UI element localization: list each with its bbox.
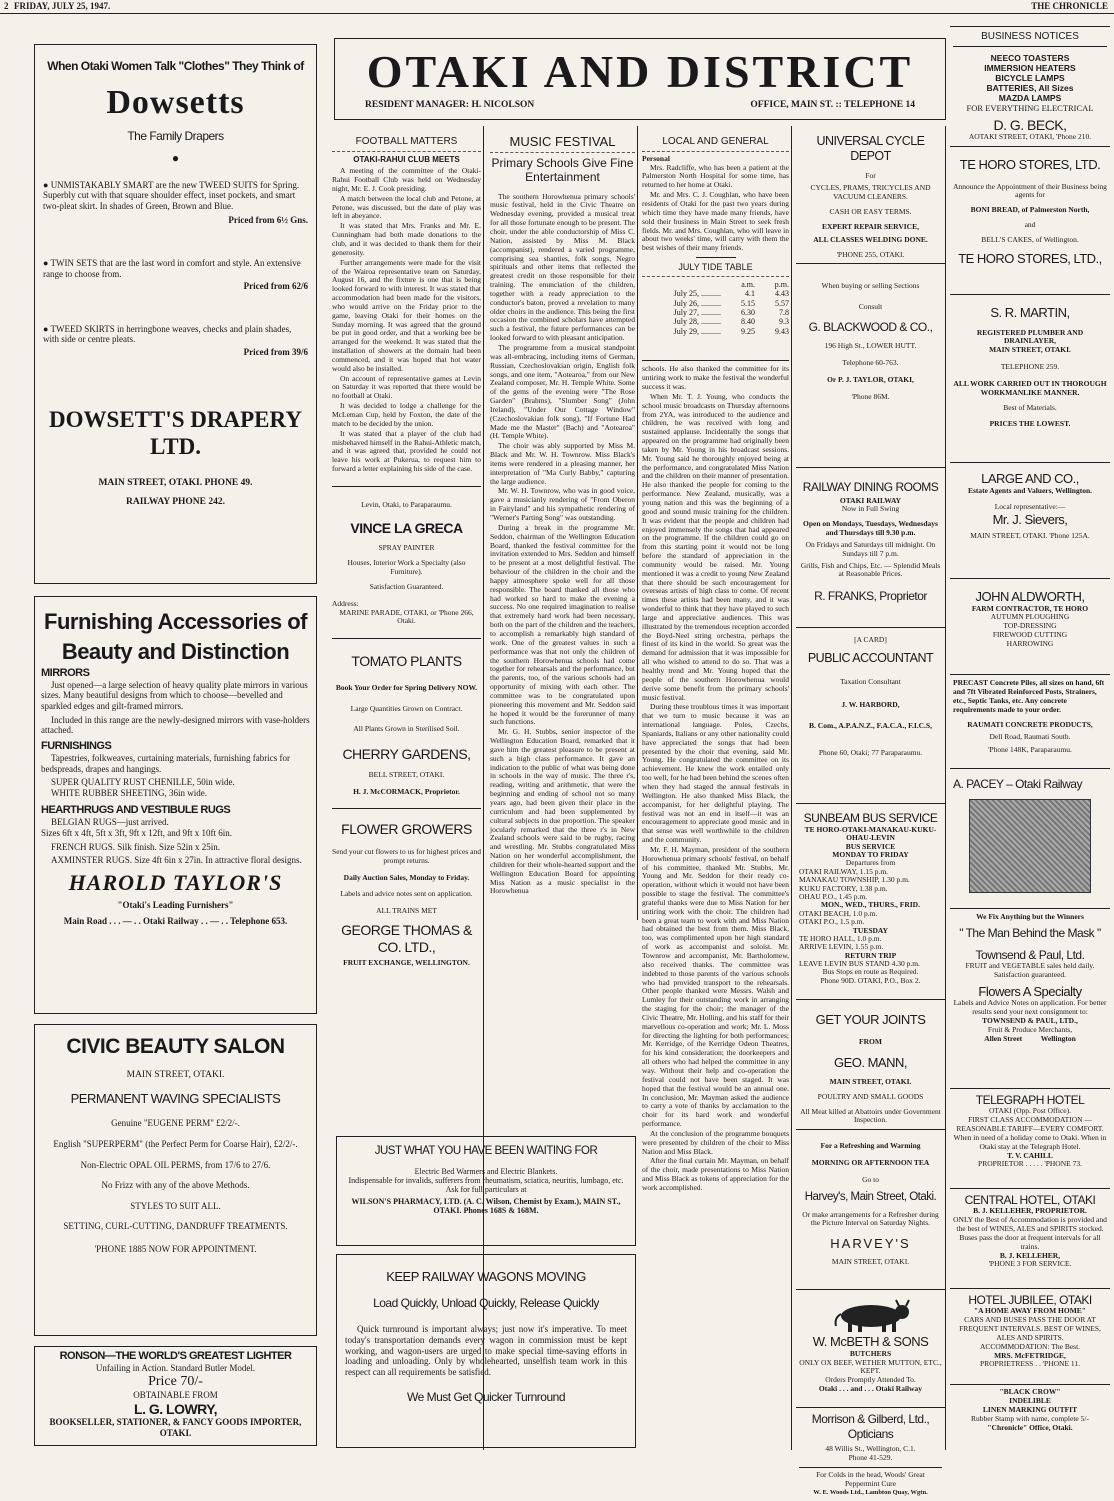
vince-name: VINCE LA GRECA: [350, 519, 463, 536]
telegraph-line-2: FIRST CLASS ACCOMMODATION —REASONABLE TARIFF—EVERY COMFORT.: [956, 1115, 1104, 1134]
sunbeam-line-11: OTAKI P.O., 1.5 p.m.: [799, 917, 865, 927]
morrison-line-3: For Colds in the head, Woods' Great Peppermint Cure: [816, 1470, 925, 1489]
blackwood-line-6: 'Phone 86M.: [851, 391, 890, 401]
harveys-line-2: MORNING OR AFTERNOON TEA: [811, 1158, 930, 1168]
ronson-sub: Unfailing in Action. Standard Butler Model.: [95, 1362, 256, 1373]
beck-name: D. G. BECK,: [993, 116, 1067, 133]
football-body: A meeting of the committee of the Otaki-Rahui Football Club was held on Wednesday night, Mr. E. J. Cook presiding. A match between the local club and Petone, at Petone, was discussed, but the date of play was left in abeyance. It was stated that Mrs. Franks and Mr. E. Cunningham had both made donations to the club, and it was decided to thank them for their generosity. Further arrangements were made for the visit of the Wairoa representative team on Saturday, August 16, and the fixture is one that is being looked forward to with interest. It was stated that accommodation had been made for the visitors, who would arrive on the Friday prior to the game, leaving Otaki for their homes on the Sunday morning. It was agreed that the ground be put in good order, and that a working bee be arranged for the weekend. It was stated that the installation of showers at the domain had been commenced, and it was hoped that hot water would also be installed. On account of representative games at Levin on Saturday it was reported that there would be no football at Otaki. It was decided to lodge a challenge for the McLeman Cup, held by Foxton, the date of the match to be decided by the union. It was stated that a player of the club had misbehaved himself in the Rahui-Athletic match, and it was agreed that, provided he could not leave his work at Pukerua, to request him to forward a letter explaining his side of the case.: [332, 166, 481, 474]
wilson-line-4: WILSON'S PHARMACY, LTD. (A. C. Wilson, Chemist by Exam.), MAIN ST., OTAKI. Phones 168S & 168M.: [351, 1196, 621, 1216]
flower-sub: FRUIT EXCHANGE, WELLINGTON.: [343, 958, 470, 968]
harveys-ad: [796, 1130, 945, 1290]
martin-line-3: TELEPHONE 259.: [1000, 362, 1060, 372]
telegraph-line-4: T. V. CAHILL: [1007, 1150, 1053, 1160]
crow-line-1: "BLACK CROW": [999, 1387, 1061, 1397]
dowsetts-intro: When Otaki Women Talk "Clothes" They Think of: [47, 59, 304, 73]
crow-line-5: "Chronicle" Office, Otaki.: [987, 1422, 1073, 1432]
railway-sub: Load Quickly, Unload Quickly, Release Quickly: [373, 1296, 599, 1311]
sunbeam-line-1: TE HORO-OTAKI-MANAKAU-KUKU-OHAU-LEVIN: [804, 824, 937, 843]
sunbeam-line-2: BUS SERVICE: [845, 841, 896, 851]
harveys-line-4: Or make arrangements for a Refresher during the Picture Interval on Saturday Nights.: [802, 1209, 939, 1228]
dowsetts-price-1: Priced from 6½ Gns.: [228, 215, 308, 226]
concrete-text: PRECAST Concrete Piles, all sizes on hand, 6ft and 7ft Vibrated Reinforced Posts, Strainers, etc., Septic Tanks, etc. Any concrete requirements made to your order.: [953, 678, 1105, 714]
martin-line-2: MAIN STREET, OTAKI.: [989, 345, 1071, 355]
masthead-office: OFFICE, MAIN ST. :: TELEPHONE 14: [750, 99, 915, 110]
taylor-title-2: Beauty and Distinction: [61, 638, 290, 664]
railway-foot: We Must Get Quicker Turnround: [406, 1389, 565, 1404]
townsend-quote: " The Man Behind the Mask ": [959, 926, 1101, 941]
accountant-line-1: Taxation Consultant: [840, 677, 901, 686]
blackwood-line-4: Telephone 60-763.: [842, 358, 899, 368]
central-ad: [950, 1189, 1110, 1289]
tehoro-line-3: and: [1024, 220, 1036, 230]
central-line-1: B. J. KELLEHER, PROPRIETOR.: [973, 1206, 1087, 1216]
harveys-line-1: For a Refreshing and Warming: [820, 1141, 921, 1151]
sunbeam-line-9: MON., WED., THURS., FRID.: [821, 900, 920, 910]
sunbeam-line-7: KUKU FACTORY, 1.38 p.m.: [799, 883, 888, 893]
aldworth-line-3: TOP-DRESSING: [1003, 621, 1057, 631]
dining-line-4: On Fridays and Saturdays till midnight. On Sundays till 7 p.m.: [805, 539, 936, 558]
business-line-3: BICYCLE LAMPS: [995, 72, 1065, 83]
flower-name: GEORGE THOMAS & CO. LTD.,: [341, 922, 472, 955]
mann-heading: GET YOUR JOINTS: [815, 1012, 926, 1028]
dowsetts-ad: [34, 44, 317, 584]
bullet-dot: ●: [171, 151, 180, 166]
page-number: 2: [4, 1, 9, 11]
rugs-2: Sizes 6ft x 4ft, 5ft x 3ft, 9ft x 12ft, and 9ft x 10ft 6in.: [41, 827, 232, 838]
sunbeam-heading: SUNBEAM BUS SERVICE: [803, 811, 938, 826]
dining-line-3: Open on Mondays, Tuesdays, Wednesdays and Thursdays till 9.30 p.m.: [803, 519, 938, 538]
jubilee-ad: [950, 1289, 1110, 1385]
table-row: July 26, .......... 5.15 5.57: [673, 298, 789, 308]
aldworth-ad: [950, 579, 1110, 675]
local-sub: Personal: [642, 153, 670, 163]
harveys-line-5: MAIN STREET, OTAKI.: [831, 1256, 910, 1266]
dining-heading: RAILWAY DINING ROOMS: [802, 480, 939, 495]
central-line-2: ONLY the Best of Accommodation is provided and the best of WINES, ALES and SPIRITS stocked.: [953, 1215, 1107, 1234]
accountant-heading: PUBLIC ACCOUNTANT: [807, 651, 934, 666]
wilson-line-3: Ask for full particulars at: [445, 1185, 527, 1195]
page-header: [0, 0, 1114, 14]
music-body: The southern Horowhenua primary schools' music festival, held in the Civic Theatre on Wednesday evening, provided a musical treat for all those fortunate enough to be present. The choir, under the able conductorship of Miss C. Nation, assisted by Miss M. Black (accompanist), rendered a varied programme, comprising sea shanties, folk songs, Negro spirituals and other items that reflected the greatest credit on those responsible for their training. The enunciation of the children, together with a ready appreciation to the conductor's baton, proved a revelation to many older choirs in the audience. This being the first occasion the combined scholars have attempted such a festival, the future performances can be looked forward to with pleasant anticipation. The programme from a musical standpoint was all-embracing, including items of German, Russian, Czechoslovakian origin, English folk songs, and one item, "Aotearoa," from our New Zealand composer, Mr. H. Temple White. Some of the gems of the evening were "The Rose Garden" (Brahms), "Slumber Song" (John Ireland), "Under Our Cottage Window" (Czechoslovakian folk song), "If Fortune Had Made me the Master" (Bach) and "Aotearoa" (H. Temple White). The choir was ably supported by Miss M. Black and Mr. W. H. Townrow. Miss Black's items were rendered in a pleasing manner, her interpretation of "Ma Curly Babby," capturing the large audience. Mr. W. H. Townrow, who was in good voice, gave a musicianly rendering of "From Oberon in Fairyland" and his sympathetic rendering of "Werner's Parting Song" was outstanding. During a break in the programme Mr. Seddon, chairman of the Wellington Education Board, thanked the festival committee for the invitation extended to Mrs. Seddon and himself to be present at a most delightful festival. The behaviour of the children in the choir and the happy atmosphere spoke well for all those responsible. The board thanked all those who had worked so hard to make the evening a success. No one required imagination to realise that extremely hard work had been necessary, both on the part of the children and the teachers, to accomplish a remarkably high standard of work. One of the greatest values in such a performance was that not only the children of the southern Horowhenua schools had come together for rehearsals and the performance, but the parents, too, of the various schools had an opportunity of mixing with each other. The committee was to be congratulated upon pioneering this movement and Mr. Seddon said he hoped it would be the forerunner of many such functions. Mr. G. H. Stubbs, senior inspector of the Wellington Education Board, remarked that it gave him the greatest pleasure to be present at such a high class performance. It gave an indication to the public of what was being done in schools in the way of music. The three r's, reading, writing and arithmetic, that were the beginning and ending of school not so many years ago, had been given their place in the curriculum and had been supplemented by cultural subjects in due proportion. The speaker jocularly remarked that the three r's in New Zealand schools were said to be rugby, racing and wrestling. Mr. Stubbs congratulated Miss Nation on her wonderful accomplishment, the children for their whole-hearted support and the Wellington Education Board for appointing Miss Nation as a music specialist in the Horowhenua: [490, 191, 635, 896]
sunbeam-line-4: Departures from: [845, 858, 896, 868]
blackwood-ad: [796, 264, 945, 468]
col-local: [642, 126, 792, 1450]
ronson-price: Price 70/-: [148, 1373, 203, 1389]
cycle-line-3: CASH OR EASY TERMS.: [829, 207, 912, 217]
civic-line-3: Non-Electric OPAL OIL PERMS, from 17/6 to 27/6.: [80, 1159, 271, 1170]
football-sub: OTAKI-RAHUI CLUB MEETS: [353, 154, 460, 164]
jubilee-heading: HOTEL JUBILEE, OTAKI: [968, 1293, 1092, 1308]
crow-line-4: Rubber Stamp with name, complete 5/-: [971, 1413, 1089, 1423]
business-ad: [950, 26, 1110, 147]
cycle-line-5: ALL CLASSES WELDING DONE.: [813, 234, 928, 244]
dowsetts-item-3: ● TWEED SKIRTS in herringbone weaves, checks and plain shades, with side or centre pleats.: [43, 323, 292, 345]
sunbeam-line-18: Phone 90D. OTAKI, P.O., Box 2.: [820, 975, 921, 985]
table-row: July 25, .......... 4.1 4.43: [673, 289, 789, 299]
morrison-sub: Opticians: [847, 1426, 894, 1441]
mcbeth-line-2: ONLY OX BEEF, WETHER MUTTON, ETC., KEPT.: [799, 1357, 942, 1376]
large-rep: Mr. J. Sievers,: [992, 512, 1068, 528]
table-row: July 29, .......... 9.25 9.43: [673, 326, 789, 336]
furnishings-text-2: SUPER QUALITY RUST CHENILLE, 50in wide.: [51, 777, 235, 788]
sunbeam-line-6: MANAKAU TOWNSHIP, 1.30 p.m.: [799, 875, 910, 885]
sunbeam-line-16: LEAVE LEVIN BUS STAND 4.30 p.m.: [799, 959, 920, 969]
mirrors-text: Just opened—a large selection of heavy quality plate mirrors in various sizes. Many beautiful designs from which to choose—bevelled and sparkled edges and gilt-framed mirrors.: [41, 679, 308, 712]
mann-name: GEO. MANN,: [833, 1054, 907, 1070]
telegraph-line-1: OTAKI (Opp. Post Office).: [989, 1106, 1071, 1116]
accountant-line-2: B. Com., A.P.A.N.Z., F.A.C.A., F.I.C.S,: [809, 720, 932, 730]
tehoro-line-2: BONI BREAD, of Palmerston North,: [970, 205, 1090, 215]
martin-line-4: ALL WORK CARRIED OUT IN THOROUGH WORKMANLIKE MANNER.: [953, 378, 1107, 397]
telegraph-line-3: When in need of a holiday come to Otaki. When in Otaki stay at the Telegraph Hotel.: [953, 1132, 1107, 1151]
central-line-4: B. J. KELLEHER,: [999, 1250, 1061, 1260]
sunbeam-line-8: OHAU P.O., 1.45 p.m.: [799, 891, 868, 901]
col-business: [950, 26, 1110, 1450]
bullet-icon: ●: [43, 323, 51, 334]
mcbeth-line-1: BUTCHERS: [849, 1348, 892, 1358]
morrison-line-1: 48 Willis St., Wellington, C.1.: [825, 1443, 916, 1453]
flower-line-2: Daily Auction Sales, Monday to Friday.: [343, 872, 470, 882]
wilson-line-2: Indispensable for invalids, sufferers from rheumatism, sciatica, neuritis, lumbago, etc.: [348, 1176, 624, 1185]
business-heading: BUSINESS NOTICES: [981, 31, 1079, 42]
jubilee-line-2: CARS AND BUSES PASS THE DOOR AT FREQUENT INTERVALS. BEST OF WINES, ALES AND SPIRITS.: [959, 1315, 1101, 1342]
large-ad: [950, 463, 1110, 579]
mann-line-1: MAIN STREET, OTAKI.: [829, 1076, 912, 1086]
jubilee-line-1: "A HOME AWAY FROM HOME": [974, 1306, 1086, 1316]
townsend-heading-2: Flowers A Specialty: [978, 984, 1082, 1000]
masthead-title: OTAKI AND DISTRICT: [366, 46, 914, 97]
railway-ad: [336, 1254, 636, 1448]
railway-text: Quick turnround is important always; just now it's imperative. To meet today's transportation demands every wagon in commission must be kept working, and wagon-users are urged to make special time-saving efforts in loading and unloading. Only by wholehearted, unselfish team work in this respect can all requirements be satisfied.: [345, 1324, 627, 1377]
townsend-ad: [950, 909, 1110, 1089]
civic-title: CIVIC BEAUTY SALON: [66, 1035, 285, 1058]
taylor-slogan: "Otaki's Leading Furnishers": [117, 899, 234, 910]
flower-line-4: ALL TRAINS MET: [376, 906, 437, 916]
cycle-line-6: 'PHONE 255, OTAKI.: [836, 249, 905, 259]
vince-line-2: Satisfaction Guaranteed.: [369, 581, 444, 591]
dining-ad: [796, 468, 945, 628]
flower-line-3: Labels and advice notes sent on application.: [340, 889, 473, 899]
morrison-ad: [796, 1408, 945, 1500]
furnishings-text: Tapestries, folkweaves, curtaining materials, furnishing fabrics for bedspreads, drapes and hangings.: [41, 752, 291, 774]
concrete-line-1: Dell Road, Raumati South.: [989, 732, 1071, 742]
sunbeam-line-10: OTAKI BEACH, 1.0 p.m.: [799, 908, 878, 918]
large-line-3: MAIN STREET, OTAKI. 'Phone 125A.: [970, 530, 1090, 540]
blackwood-line-3: 196 High St., LOWER HUTT.: [824, 341, 917, 351]
taylor-address: Main Road . . . — . . Otaki Railway . . — . . Telephone 653.: [63, 916, 288, 927]
central-heading: CENTRAL HOTEL, OTAKI: [964, 1193, 1096, 1208]
mcbeth-line-3: Orders Promptly Attended To.: [825, 1375, 916, 1385]
tehoro-heading: TE HORO STORES, LTD.: [959, 157, 1101, 173]
central-line-3: Buses pass the door at frequent intervals for all trains.: [959, 1232, 1101, 1251]
large-line-1: Estate Agents and Valuers, Wellington.: [967, 485, 1093, 495]
dowsetts-item-1: ● UNMISTAKABLY SMART are the new TWEED SUITS for Spring. Superbly cut with that square shoulder effect, inset pockets, and smart two-pleat skirt. In shades of Green, Brown and Blue.: [43, 179, 300, 211]
dowsetts-company: DOWSETT'S DRAPERY LTD.: [49, 406, 302, 459]
crow-line-2: INDELIBLE: [1009, 1396, 1051, 1406]
tomato-name: CHERRY GARDENS,: [342, 746, 471, 763]
civic-line-2: English "SUPERPERM" (the Perfect Perm for Coarse Hair), £2/2/-.: [53, 1138, 298, 1149]
pacey-heading: A. PACEY – Otaki Railway: [953, 777, 1082, 792]
business-line-1: NEECO TOASTERS: [990, 52, 1070, 63]
accountant-name: J. W. HARBORD,: [841, 699, 900, 709]
business-line-2: IMMERSION HEATERS: [984, 62, 1076, 73]
business-line-5: MAZDA LAMPS: [998, 92, 1062, 103]
vince-route: Levin, Otaki, to Paraparaumu.: [361, 499, 452, 509]
table-row: July 28, .......... 8.40 9.3: [673, 317, 789, 327]
tomato-prop: H. J. McCORMACK, Proprietor.: [353, 786, 460, 796]
mann-ad: [796, 1000, 945, 1130]
telegraph-heading: TELEGRAPH HOTEL: [975, 1093, 1085, 1108]
dowsetts-address: MAIN STREET, OTAKI. PHONE 49.: [98, 477, 253, 488]
bullet-icon: ●: [43, 258, 51, 269]
townsend-name: Townsend & Paul, Ltd.: [975, 948, 1085, 963]
concrete-ad: [950, 675, 1110, 769]
taylor-company: HAROLD TAYLOR'S: [68, 869, 283, 895]
accountant-line-3: Phone 60, Otaki; 77 Paraparaumu.: [818, 747, 923, 757]
jubilee-line-4: MRS. McFETRIDGE,: [994, 1350, 1066, 1360]
crow-ad: [950, 1385, 1110, 1435]
local-body-1: Mrs. Radcliffe, who has been a patient at the Palmerston North Hospital for some time, has returned to her home at Otaki. Mr. and Mrs. C. J. Coughlan, who have been residents of Otaki for the past two years during which time they have made many friends, have sold their business in Main Street to seek fresh fields. Mr. and Mrs. Coughlan, who will leave in about two weeks' time, will carry with them the best wishes of their many friends.: [642, 162, 789, 253]
vince-line-3: Address:: [332, 598, 359, 608]
blackwood-line-1: When buying or selling Sections: [821, 281, 920, 291]
tomato-line-1: Book Your Order for Spring Delivery NOW.: [335, 682, 478, 692]
furnishings-text-3: WHITE RUBBER SHEETING, 36in wide.: [51, 787, 207, 798]
rugs-heading: HEARTHRUGS AND VESTIBULE RUGS: [41, 804, 231, 817]
tide-header-row: a.m. p.m.: [741, 279, 789, 289]
tomato-line-2: Large Quantities Grown on Contract.: [350, 703, 463, 713]
ronson-desc: BOOKSELLER, STATIONER, & FANCY GOODS IMPORTER, OTAKI.: [49, 1417, 302, 1438]
sunbeam-line-13: TE HORO HALL, 1.0 p.m.: [799, 933, 882, 943]
rugs-3: FRENCH RUGS. Silk finish. Size 52in x 25in.: [51, 841, 221, 852]
civic-line-4: No Frizz with any of the above Methods.: [101, 1180, 250, 1191]
dining-line-5: Grills, Fish and Chips, Etc. — Splendid Meals at Reasonable Prices.: [800, 560, 941, 579]
civic-line-7: 'PHONE 1885 NOW FOR APPOINTMENT.: [94, 1243, 257, 1254]
dowsetts-name: Dowsetts: [106, 84, 245, 122]
harveys-line-3: Go to: [862, 1175, 879, 1185]
aldworth-line-1: FARM CONTRACTOR, TE HORO: [971, 603, 1089, 613]
local-body-2: schools. He also thanked the committee for its untiring work to make the festival the wonderful success it was. When Mr. T. J. Young, who conducts the school music broadcasts on Thursday afternoons from 2YA, was introduced to the audience and children, he was received with long and sustained applause. Incidentally the songs that appeared on the programme had originally been taken by Mr. Young in his broadcast sessions. Mr. Young said he thoroughly enjoyed being at the performance, and congratulated Miss Nation and the children on their manner of presentation. He also thanked the people for coming to the performance. New Zealand, musically, was a young nation and this was the beginning of a good and sound music training for the children. It was evident that the people and children had enjoyed immensely the songs that had appeared on the programme. If the children could go on from this starting point it would not be long before the standard of appreciation in the community would be raised. Mr. Young mentioned it was a credit to young New Zealand that there should be such encouragement for overseas artists of high class to come. Of recent times these artists had been many, and it was wonderful to think that they have played to such large and appreciative audiences. This was illustrated by the tremendous reception accorded the Boyd-Neel string orchestra, perhaps the finest of its kind in the world. So great was the demand for admission that it was impossible for all who wished to attend to do so. That was a healthy trend and Mr. Young hoped that the people of the southern Horowhenua would derive some benefit from the primary schools' music festival. During these troublous times it was important that we turn to music because it was an international language. Poles, Czechs, Spaniards, Italians or any other nationality could have appreciated the songs that had been presented by the choir that evening, said Mr. Young. He congratulated the committee on its achievement. He knew the work entailed only too well, for he had been behind the scenes often when they had staged the annual festivals in Wellington. He also thanked Miss Black, the accompanist, for her delightful playing. The festival was not an end in itself—it was an encouragement to appreciate good music and in that sense was well worthwhile to the children and the community. Mr. F. H. Mayman, president of the southern Horowhenua primary schools' festival, on behalf of his committee, thanked Mr. Stubbs, Mr. Young and Mr. Seddon for their ready co-operation, without which it would not have been possible to stage the festival. The committee's grateful thanks were due to Miss Nation for her untiring work with the choir. The children had been a great team to work with and Miss Nation had obtained the best from them. Miss Black, too, was complimented upon her high standard of work as accompanist and soloist. Mr. Townrow and accompanist, Mr. Bartholomew, also received thanks. The committee was indebted to those parents of the various schools who had provided transport to the rehearsals. Other people thanked were Messrs. Walsh and Lumley for their outstanding work in arranging the staging for the choir; the manager of the Civic Theatre, Mr. Holling, and his staff for their marvellous co-operation and work; Mr. L. Moss for directing the lighting for both performances; Mr. Kerridge, of the Kerridge Odeon Theatres, for his kind consideration; the doorkeepers and all others who had helped the committee in any way. Without their help and co-operation the festival could not have been staged. It was hoped that the festival would be an annual one. In conclusion, Mr. Mayman asked the audience to carry a vote of thanks by acclamation to the choir for its hard work and wonderful performance. At the conclusion of the programme bouquets were presented by children of the choir to Miss Nation and Miss Black. After the final curtain Mr. Mayman, on behalf of the choir, made presentations to Miss Nation and Miss Black as tokens of appreciation for the work accomplished.: [642, 364, 789, 1192]
dowsetts-item-2: ● TWIN SETS that are the last word in comfort and style. An extensive range to choose from.: [43, 258, 301, 279]
central-line-5: 'PHONE 3 FOR SERVICE.: [988, 1259, 1072, 1269]
bullet-icon: ●: [43, 179, 51, 190]
music-heading: MUSIC FESTIVAL: [509, 134, 616, 149]
wilson-line-1: Electric Bed Warmers and Electric Blankets.: [414, 1166, 558, 1176]
masthead: [334, 38, 946, 120]
aldworth-line-2: AUTUMN PLOUGHING: [990, 612, 1070, 622]
sunbeam-line-12: TUESDAY: [852, 925, 889, 935]
flower-heading: FLOWER GROWERS: [341, 821, 472, 838]
townsend-line-1: We Fix Anything but the Winners: [976, 912, 1084, 922]
cycle-line-1: For: [865, 170, 876, 180]
concrete-name: RAUMATI CONCRETE PRODUCTS,: [967, 719, 1093, 729]
ronson-seller: L. G. LOWRY,: [134, 1400, 217, 1417]
dining-prop: R. FRANKS, Proprietor: [814, 589, 927, 604]
concrete-line-2: 'Phone 148K, Paraparaumu.: [988, 745, 1072, 755]
civic-spec: PERMANENT WAVING SPECIALISTS: [70, 1090, 281, 1106]
taylor-title-1: Furnishing Accessories of: [44, 609, 307, 634]
blackwood-name: G. BLACKWOOD & CO.,: [808, 320, 933, 335]
martin-line-6: PRICES THE LOWEST.: [989, 419, 1071, 429]
martin-line-1: REGISTERED PLUMBER AND DRAINLAYER,: [976, 327, 1084, 346]
tehoro-ad: [950, 147, 1110, 295]
dining-line-2: Now in Full Swing: [841, 504, 900, 514]
blackwood-line-2: Consult: [858, 302, 883, 312]
townsend-line-3: Labels and Advice Notes on application. For better results send your next consignment to:: [953, 998, 1107, 1017]
mann-line-3: All Meat killed at Abattoirs under Government Inspection.: [800, 1106, 941, 1125]
sunbeam-line-14: ARRIVE LEVIN, 1.55 p.m.: [799, 942, 884, 952]
football-heading: FOOTBALL MATTERS: [355, 136, 458, 147]
sunbeam-line-17: Bus Stops en route as Required.: [822, 967, 919, 977]
business-line-6: FOR EVERYTHING ELECTRICAL: [966, 102, 1094, 113]
aldworth-line-5: HARROWING: [1006, 638, 1054, 648]
mann-from: FROM: [859, 1036, 882, 1046]
harveys-name-2: HARVEY'S: [830, 1236, 911, 1252]
railway-heading: KEEP RAILWAY WAGONS MOVING: [386, 1269, 586, 1284]
civic-address: MAIN STREET, OTAKI.: [126, 1069, 225, 1080]
business-line-4: BATTERIES, All Sizes: [986, 82, 1074, 93]
accountant-card: [A CARD]: [854, 635, 887, 645]
morrison-line-4: W. E. Woods Ltd., Lambton Quay, Wgtn.: [813, 1489, 928, 1497]
martin-name: S. R. MARTIN,: [990, 305, 1070, 321]
vince-trade: SPRAY PAINTER: [378, 543, 435, 553]
mcbeth-ad: [796, 1290, 945, 1408]
martin-ad: [950, 295, 1110, 463]
townsend-line-4: TOWNSEND & PAUL, LTD.,: [982, 1016, 1078, 1026]
ronson-obtainable: OBTAINABLE FROM: [133, 1390, 218, 1401]
vince-line-4: MARINE PARADE, OTAKI, or 'Phone 266, Otaki.: [339, 607, 474, 626]
tehoro-heading-2: TE HORO STORES, LTD.,: [958, 250, 1102, 266]
tomato-line-3: All Plants Grown in Sterilised Soil.: [353, 724, 460, 734]
ronson-ad: [34, 1346, 317, 1446]
ronson-title: RONSON—THE WORLD'S GREATEST LIGHTER: [59, 1350, 292, 1362]
tomato-heading: TOMATO PLANTS: [351, 653, 462, 670]
harveys-name: Harvey's, Main Street, Otaki.: [804, 1190, 937, 1203]
accountant-ad: [796, 628, 945, 804]
cycle-heading: UNIVERSAL CYCLE DEPOT: [816, 134, 925, 163]
furnishings-heading: FURNISHINGS: [41, 739, 112, 752]
sunbeam-ad: [796, 804, 945, 1000]
local-heading: LOCAL AND GENERAL: [662, 136, 769, 147]
wilson-ad: [336, 1136, 636, 1246]
civic-line-5: STYLES TO SUIT ALL.: [130, 1200, 221, 1211]
townsend-line-5: Fruit & Produce Merchants,: [987, 1024, 1073, 1034]
crow-line-3: LINEN MARKING OUTFIT: [982, 1404, 1078, 1414]
mcbeth-name: W. McBETH & SONS: [812, 1334, 929, 1350]
tomato-addr: BELL STREET, OTAKI.: [368, 769, 445, 779]
civic-line-6: SETTING, CURL-CUTTING, DANDRUFF TREATMENTS.: [63, 1221, 288, 1232]
col-music: [490, 126, 638, 920]
cycle-ad: [796, 126, 945, 264]
morrison-line-2: Phone 41-529.: [848, 1452, 893, 1462]
civic-line-1: Genuine "EUGENE PERM" £2/2/-.: [111, 1118, 240, 1129]
morrison-name: Morrison & Gilberd, Ltd.,: [811, 1412, 930, 1427]
table-row: July 27, .......... 6.30 7.8: [673, 308, 789, 317]
large-line-2: Local representative:—: [994, 502, 1066, 512]
dowsetts-phone: RAILWAY PHONE 242.: [126, 497, 225, 508]
dowsetts-sub: The Family Drapers: [127, 129, 224, 144]
tide-heading: JULY TIDE TABLE: [678, 262, 753, 273]
dowsetts-price-3: Priced from 39/6: [243, 347, 308, 358]
rugs-1: BELGIAN RUGS—just arrived.: [51, 817, 169, 828]
civic-salon-ad: [34, 1024, 317, 1336]
cycle-line-4: EXPERT REPAIR SERVICE,: [822, 221, 919, 231]
issue-date: FRIDAY, JULY 25, 1947.: [14, 1, 111, 11]
mann-line-2: POULTRY AND SMALL GOODS: [817, 1091, 924, 1101]
telegraph-ad: [950, 1089, 1110, 1189]
cycle-line-2: CYCLES, PRAMS, TRICYCLES AND VACUUM CLEANERS.: [810, 183, 931, 202]
masthead-manager: RESIDENT MANAGER: H. NICOLSON: [365, 99, 535, 110]
mcbeth-line-4: Otaki . . . and . . . Otaki Railway: [818, 1384, 923, 1394]
music-sub: Primary Schools Give Fine Entertainment: [491, 156, 634, 185]
martin-line-5: Best of Materials.: [1003, 402, 1057, 412]
mirrors-heading: MIRRORS: [41, 666, 90, 679]
tehoro-line-4: BELL'S CAKES, of Wellington.: [981, 234, 1079, 244]
aldworth-line-4: FIREWOOD CUTTING: [992, 630, 1068, 640]
sunbeam-line-15: RETURN TRIP: [844, 950, 897, 960]
vince-line-1: Houses, Interior Work a Specialty (also Furniture).: [347, 558, 466, 576]
townsend-line-2: FRUIT and VEGETABLE sales held daily. Satisfaction guaranteed.: [965, 961, 1095, 980]
jubilee-line-3: ACCOMMODATION: The Best.: [979, 1341, 1081, 1351]
blackwood-line-5: Or P. J. TAYLOR, OTAKI,: [827, 374, 914, 384]
wilson-heading: JUST WHAT YOU HAVE BEEN WAITING FOR: [374, 1145, 598, 1157]
large-name: LARGE AND CO.,: [981, 471, 1079, 487]
sunbeam-line-5: OTAKI RAILWAY, 1.15 p.m.: [799, 866, 889, 876]
aldworth-name: JOHN ALDWORTH,: [975, 589, 1085, 605]
taylor-ad: [34, 596, 317, 1014]
flower-line-1: Send your cut flowers to us for highest prices and prompt returns.: [332, 846, 481, 865]
tehoro-line-1: Announce the Appointment of their Business being agents for: [953, 181, 1107, 200]
dining-line-1: OTAKI RAILWAY: [839, 495, 902, 505]
jubilee-line-5: PROPRIETRESS . . 'PHONE 11.: [979, 1359, 1081, 1369]
col-ads-1: [796, 126, 946, 1497]
telegraph-line-5: PROPRIETOR . . . . . 'PHONE 73.: [978, 1159, 1082, 1169]
townsend-line-6: Allen Street Wellington: [984, 1033, 1076, 1043]
beck-address: AOTAKI STREET, OTAKI, 'Phone 210.: [968, 132, 1092, 142]
rugs-4: AXMINSTER RUGS. Size 4ft 6in x 27in. In attractive floral designs.: [51, 855, 302, 866]
sunbeam-line-3: MONDAY TO FRIDAY: [832, 850, 909, 860]
pacey-photo: [969, 799, 1091, 893]
mirrors-text-2: Included in this range are the newly-designed mirrors with vase-holders attached.: [41, 714, 310, 736]
bull-icon: [826, 1294, 916, 1334]
pacey-ad: [950, 769, 1110, 909]
col-football: [332, 126, 484, 1450]
paper-name: THE CHRONICLE: [1031, 1, 1108, 11]
dowsetts-price-2: Priced from 62/6: [243, 281, 308, 292]
